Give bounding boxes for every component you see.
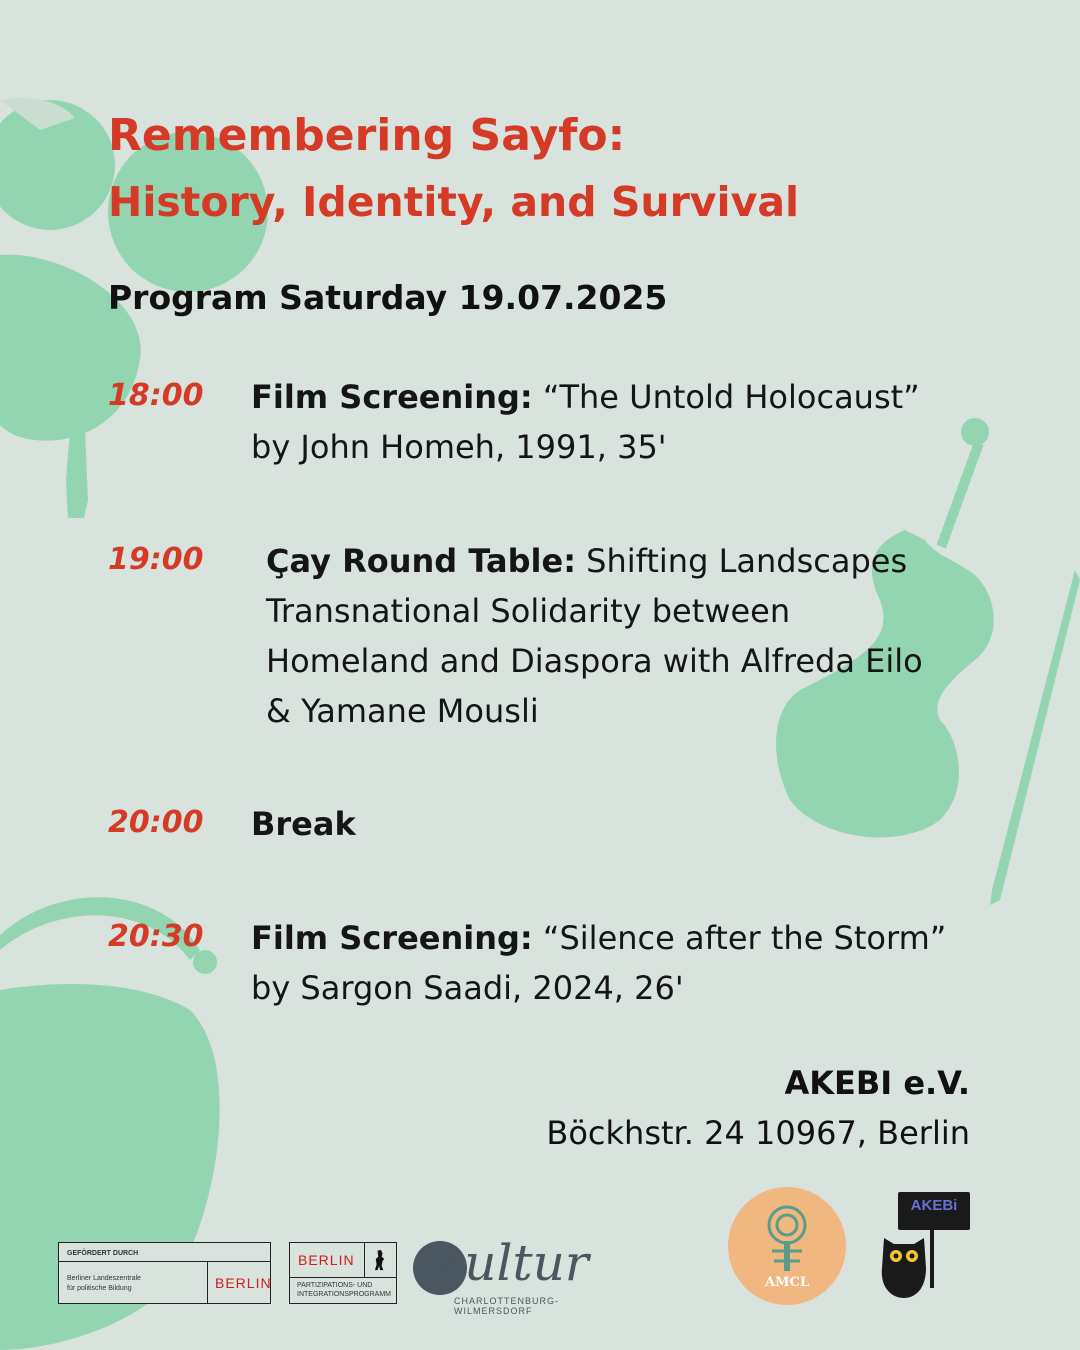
time-2030: 20:30	[108, 919, 204, 954]
akebi-sign: AKEBi	[898, 1192, 970, 1230]
schedule-item-break	[251, 799, 356, 849]
amcl-logo: AMCL	[728, 1187, 846, 1305]
item-text: “The Untold Holocaust”	[542, 378, 920, 416]
title-line-1: Remembering Sayfo:	[108, 110, 626, 161]
time-1900: 19:00	[108, 542, 204, 577]
bear-icon	[372, 1249, 388, 1271]
item-text: Shifting Landscapes	[586, 542, 908, 580]
item-text: & Yamane Mousli	[266, 692, 539, 730]
time-2000: 20:00	[108, 805, 204, 840]
berlin-partizipation-logo: BERLIN PARTIZIPATIONS- UND INTEGRATIONSPROGRAMM	[289, 1242, 397, 1304]
venue-block	[546, 1058, 970, 1158]
venue-name: AKEBI e.V.	[784, 1064, 970, 1102]
akebi-logo	[874, 1192, 974, 1302]
program-heading: Program Saturday 19.07.2025	[108, 278, 668, 317]
venue-address: Böckhstr. 24 10967, Berlin	[546, 1114, 970, 1152]
time-1800: 18:00	[108, 378, 204, 413]
item-text: by Sargon Saadi, 2024, 26'	[251, 969, 684, 1007]
item-text: Homeland and Diaspora with Alfreda Eilo	[266, 642, 923, 680]
tree-icon	[762, 1205, 812, 1275]
item-label: Film Screening:	[251, 378, 533, 416]
schedule-item-film-2	[251, 913, 946, 1013]
item-label: Break	[251, 805, 356, 843]
item-label: Film Screening:	[251, 919, 533, 957]
schedule-item-round-table	[266, 536, 923, 736]
item-text: by John Homeh, 1991, 35'	[251, 428, 667, 466]
item-label: Çay Round Table:	[266, 542, 576, 580]
landeszentrale-logo: GEFÖRDERT DURCH Berliner Landeszentrale für politische Bildung BERLIN	[58, 1242, 271, 1304]
schedule-item-film-1	[251, 372, 920, 472]
kultur-logo: kultur CHARLOTTENBURG-WILMERSDORF	[412, 1240, 632, 1310]
item-text: “Silence after the Storm”	[542, 919, 947, 957]
item-text: Transnational Solidarity between	[266, 592, 791, 630]
owl-icon	[874, 1228, 944, 1300]
title-line-2: History, Identity, and Survival	[108, 178, 800, 226]
